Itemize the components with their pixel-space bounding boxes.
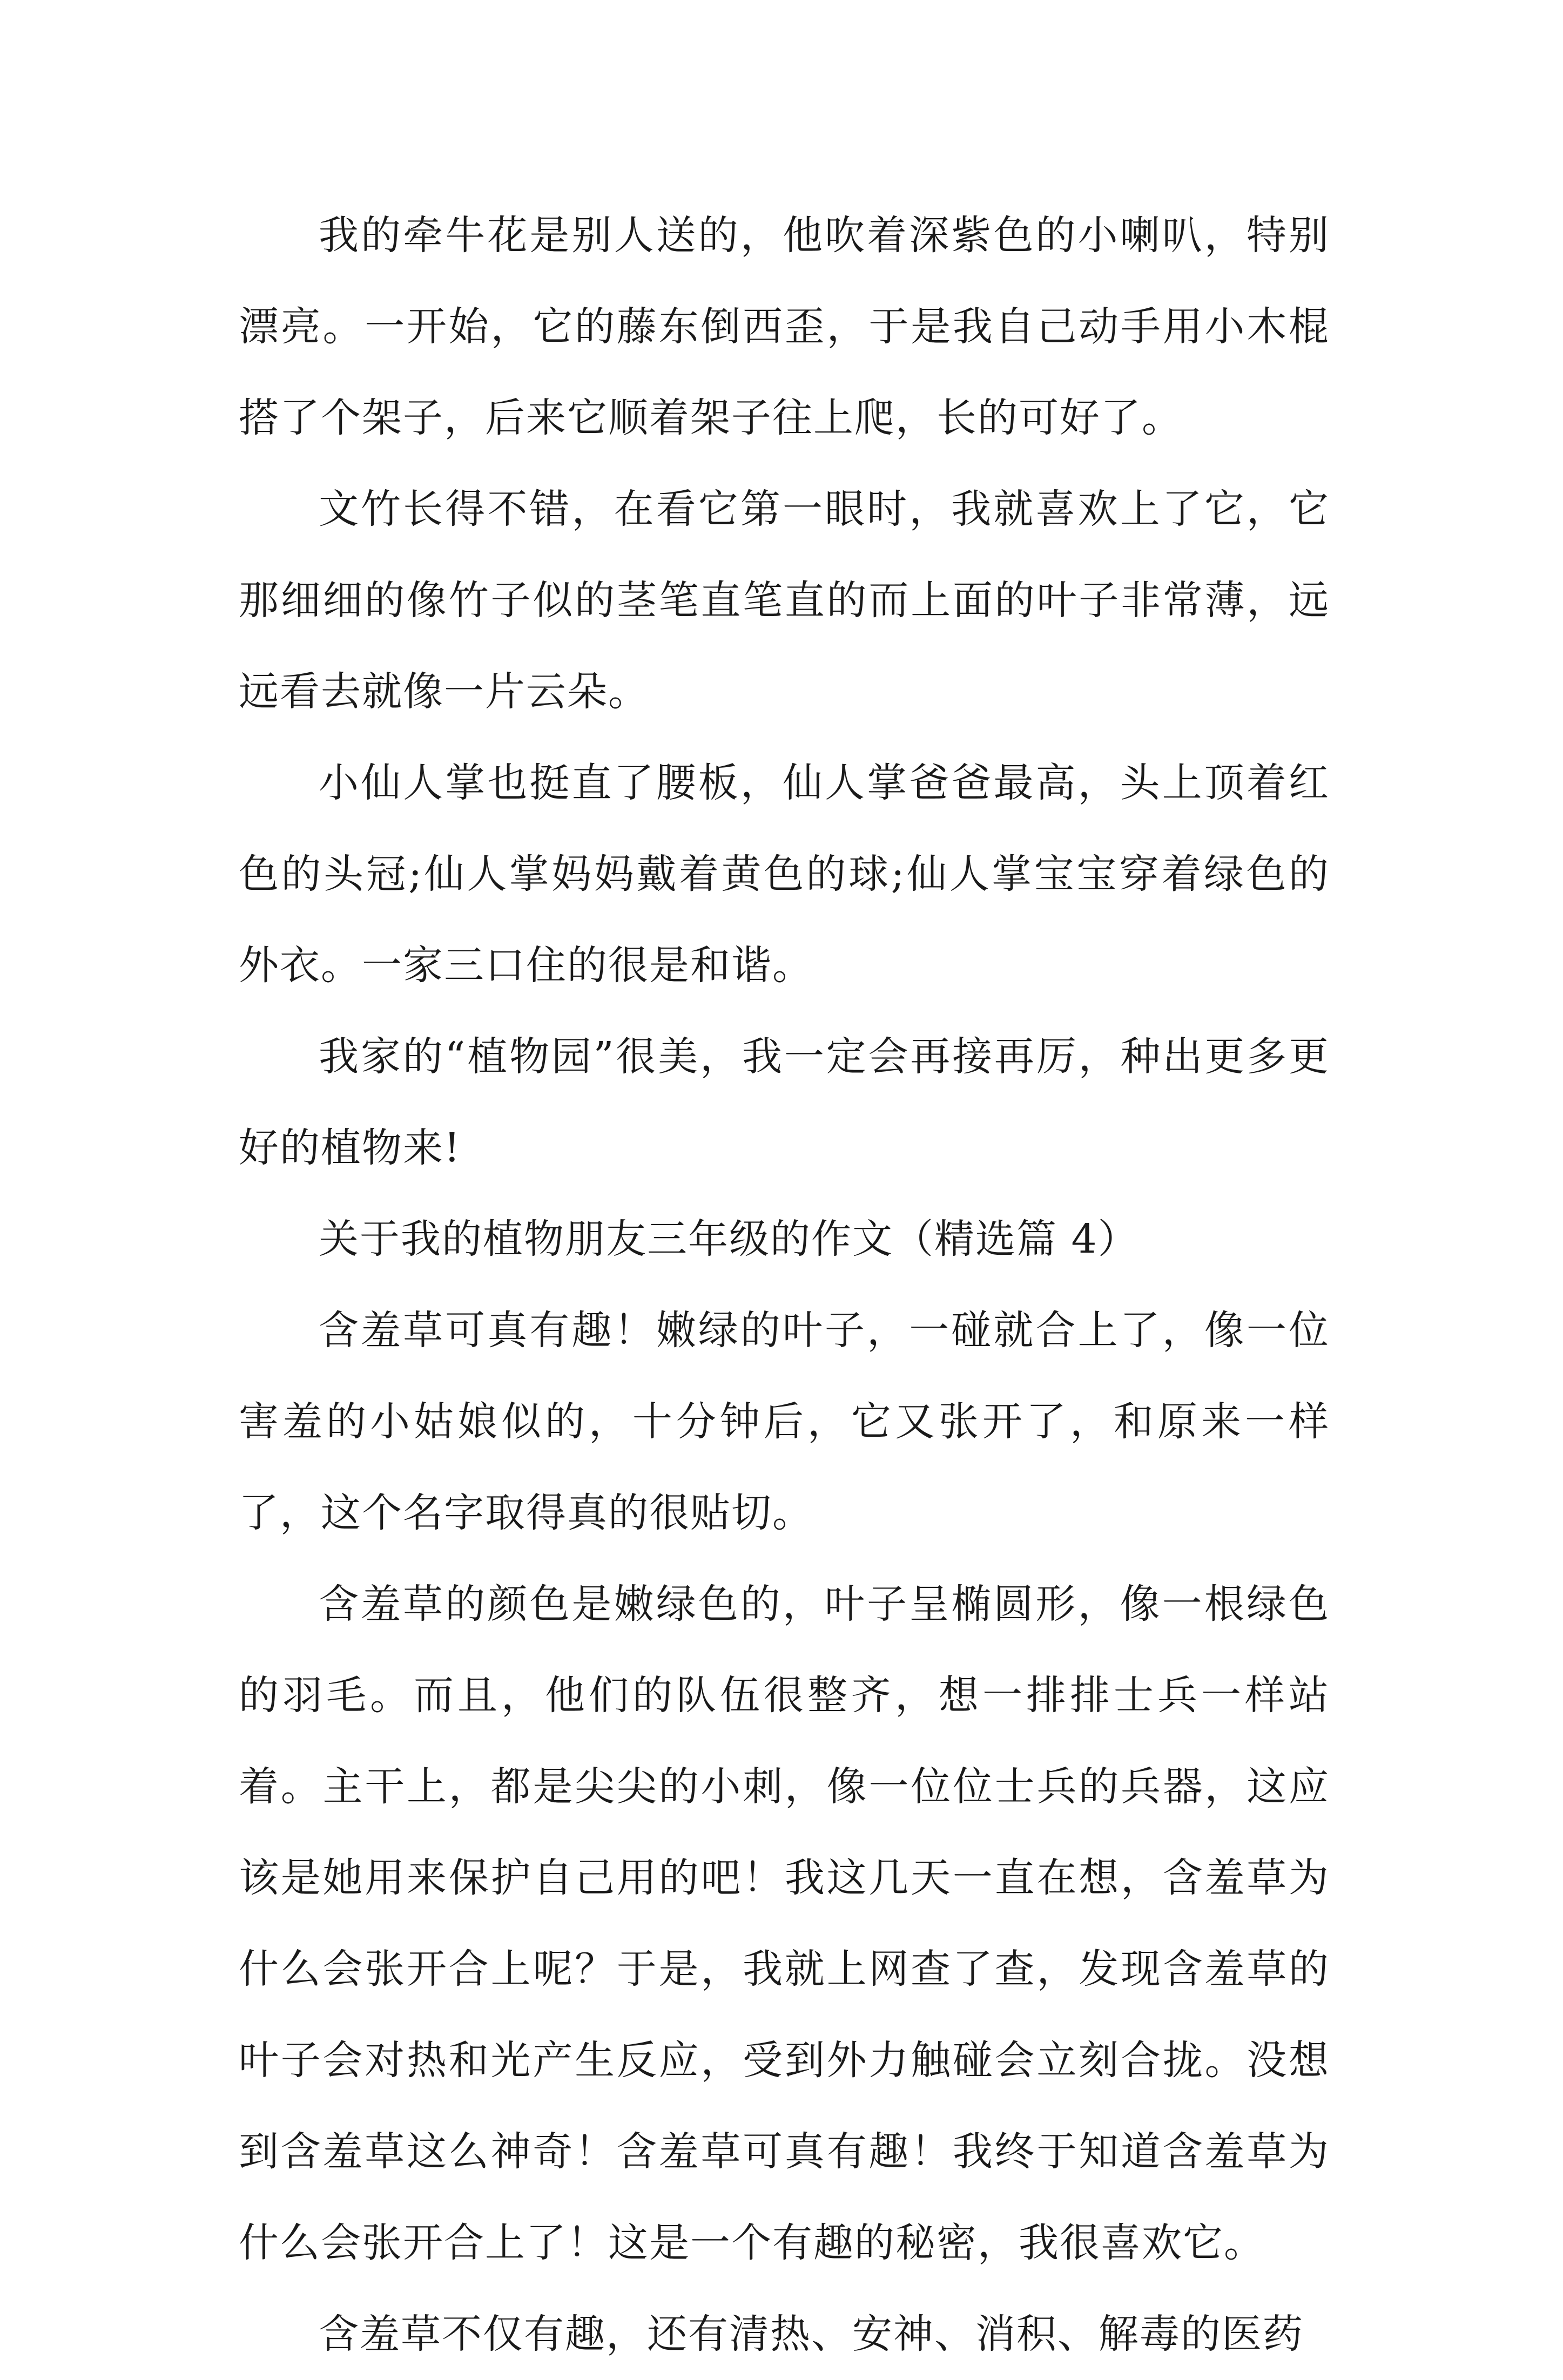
paragraph-morning-glory: 我的牵牛花是别人送的，他吹着深紫色的小喇叭，特别漂亮。一开始，它的藤东倒西歪，于是我自己动手用小木棍搭了个架子，后来它顺着架子往上爬，长的可好了。 <box>239 212 1330 441</box>
paragraph-home-garden: 我家的“植物园”很美，我一定会再接再厉，种出更多更好的植物来! <box>239 1033 1330 1171</box>
section-heading: 关于我的植物朋友三年级的作文（精选篇 4） <box>319 1216 1139 1262</box>
paragraph-cactus-family: 小仙人掌也挺直了腰板，仙人掌爸爸最高，头上顶着红色的头冠;仙人掌妈妈戴着黄色的球;仙人掌宝宝穿着绿色的外衣。一家三口住的很是和谐。 <box>239 760 1330 989</box>
paragraph-mimosa-intro: 含羞草可真有趣！嫩绿的叶子，一碰就合上了，像一位害羞的小姑娘似的，十分钟后，它又张开了，和原来一样了，这个名字取得真的很贴切。 <box>239 1307 1330 1536</box>
paragraph-mimosa-description: 含羞草的颜色是嫩绿色的，叶子呈椭圆形，像一根绿色的羽毛。而且，他们的队伍很整齐，想一排排士兵一样站着。主干上，都是尖尖的小刺，像一位位士兵的兵器，这应该是她用来保护自己用的吧！我这几天一直在想，含羞草为什么会张开合上呢？于是，我就上网查了查，发现含羞草的叶子会对热和光产生反应，受到外力触碰会立刻合拢。没想到含羞草这么神奇！含羞草可真有趣！我终于知道含羞草为什么会张开合上了！这是一个有趣的秘密，我很喜欢它。 <box>239 1581 1330 2266</box>
paragraph-mimosa-medicinal: 含羞草不仅有趣，还有清热、安神、消积、解毒的医药 <box>319 2311 1304 2357</box>
paragraph-asparagus-fern: 文竹长得不错，在看它第一眼时，我就喜欢上了它，它那细细的像竹子似的茎笔直笔直的而上面的叶子非常薄，远远看去就像一片云朵。 <box>239 486 1330 715</box>
document-body <box>239 190 1330 2380</box>
